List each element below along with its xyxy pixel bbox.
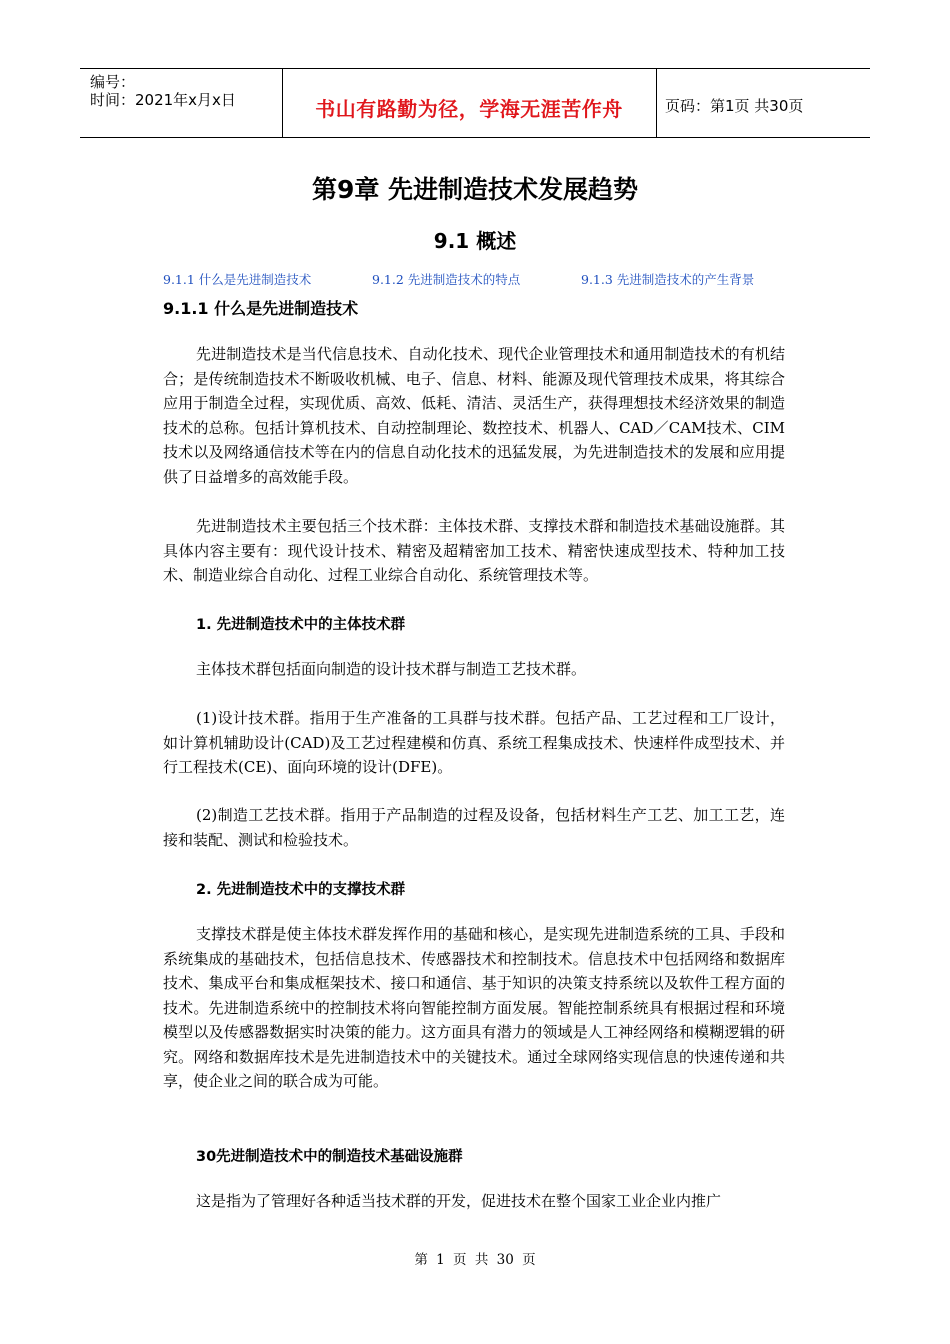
heading-infrastructure-group: 30先进制造技术中的制造技术基础设施群 — [196, 1149, 463, 1165]
paragraph-infrastructure: 这是指为了管理好各种适当技术群的开发，促进技术在整个国家工业企业内推广 — [196, 1192, 722, 1210]
header-motto-cell — [282, 69, 657, 137]
page-info: 页码：第1页 共30页 — [665, 97, 804, 115]
paragraph-process-tech: (2)制造工艺技术群。指用于产品制造的过程及设备，包括材料生产工艺、加工工艺，连接和装配、测试和检验技术。 — [163, 806, 785, 849]
header-meta — [80, 69, 283, 137]
section-title: 9.1 概述 — [433, 229, 517, 253]
subsection-title: 9.1.1 什么是先进制造技术 — [163, 299, 359, 318]
paragraph-definition: 先进制造技术是当代信息技术、自动化技术、现代企业管理技术和通用制造技术的有机结合；是传统制造技术不断吸收机械、电子、信息、材料、能源及现代管理技术成果，将其综合应用于制造全过程，实现优质、高效、低耗、清洁、灵活生产，获得理想技术经济效果的制造技术的总称。包括计算机技术、自动控制理论、数控技术、机器人、CAD／CAM技术、CIM技术以及网络通信技术等在内的信息自动化技术的迅猛发展，为先进制造技术的发展和应用提供了日益增多的高效能手段。 — [163, 345, 785, 486]
chapter-title: 第9章 先进制造技术发展趋势 — [311, 175, 639, 204]
paragraph-three-groups: 先进制造技术主要包括三个技术群：主体技术群、支撑技术群和制造技术基础设施群。其具体内容主要有：现代设计技术、精密及超精密加工技术、精密快速成型技术、特种加工技术、制造业综合自动化、过程工业综合自动化、系统管理技术等。 — [163, 517, 785, 584]
motto: 书山有路勤为径，学海无涯苦作舟 — [315, 97, 623, 121]
time-label: 时间：2021年x月x日 — [90, 91, 236, 109]
page-header — [80, 68, 870, 138]
heading-support-tech-group: 2. 先进制造技术中的支撑技术群 — [196, 882, 406, 898]
toc-link-what-is[interactable]: 9.1.1 什么是先进制造技术 — [163, 272, 312, 287]
toc-link-background[interactable]: 9.1.3 先进制造技术的产生背景 — [581, 272, 755, 287]
code-label: 编号： — [90, 73, 136, 91]
toc-link-features[interactable]: 9.1.2 先进制造技术的特点 — [372, 272, 521, 287]
paragraph-support-tech-group: 支撑技术群是使主体技术群发挥作用的基础和核心，是实现先进制造系统的工具、手段和系统集成的基础技术，包括信息技术、传感器技术和控制技术。信息技术中包括网络和数据库技术、集成平台和集成框架技术、接口和通信、基于知识的决策支持系统以及软件工程方面的技术。先进制造系统中的控制技术将向智能控制方面发展。智能控制系统具有根据过程和环境模型以及传感器数据实时决策的能力。这方面具有潜力的领域是人工神经网络和模糊逻辑的研究。网络和数据库技术是先进制造技术中的关键技术。通过全球网络实现信息的快速传递和共享，使企业之间的联合成为可能。 — [163, 925, 785, 1090]
paragraph-design-tech: (1)设计技术群。指用于生产准备的工具群与技术群。包括产品、工艺过程和工厂设计，如计算机辅助设计(CAD)及工艺过程建模和仿真、系统工程集成技术、快速样件成型技术、并行工程技术(CE)、面向环境的设计(DFE)。 — [163, 709, 785, 776]
header-page-cell — [657, 69, 870, 137]
heading-main-tech-group: 1. 先进制造技术中的主体技术群 — [196, 617, 406, 633]
paragraph-main-tech-group: 主体技术群包括面向制造的设计技术群与制造工艺技术群。 — [196, 660, 587, 678]
page-footer: 第 1 页 共 30 页 — [414, 1252, 536, 1268]
